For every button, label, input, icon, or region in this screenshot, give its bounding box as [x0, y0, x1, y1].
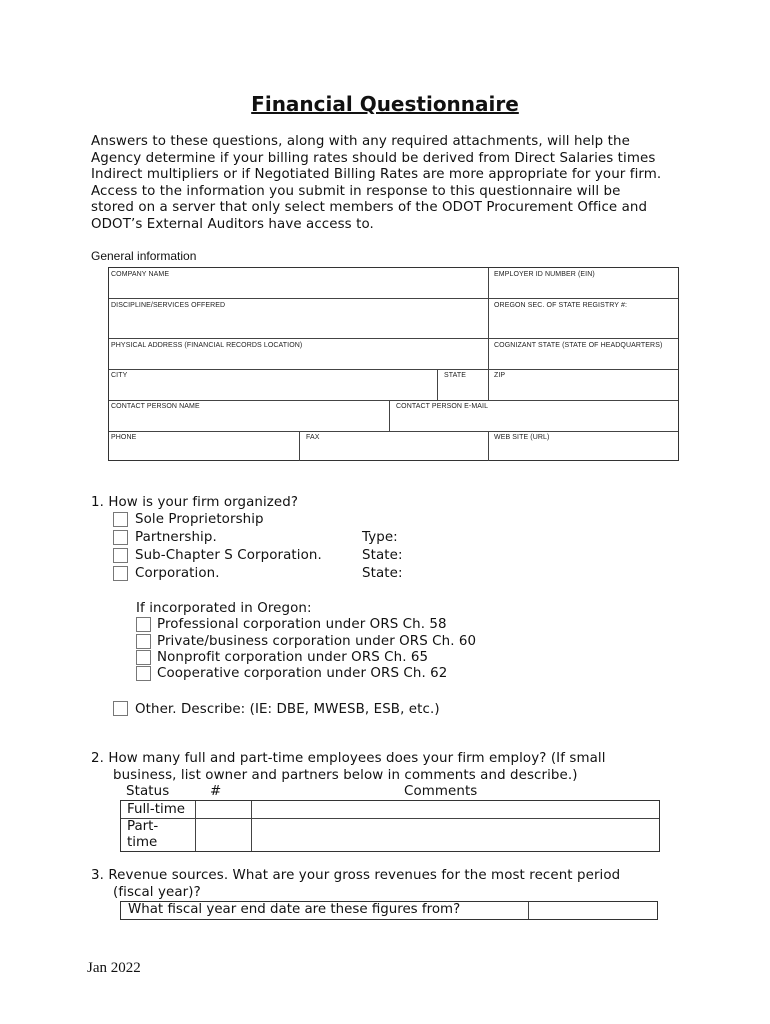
q2-question-cont: business, list owner and partners below in comments and describe.) — [113, 768, 578, 783]
intro-line: Indirect multipliers or if Negotiated Billing Rates are more appropriate for your firm. — [91, 167, 662, 182]
option-label: Sub-Chapter S Corporation. — [135, 548, 322, 563]
discipline-field[interactable]: DISCIPLINE/SERVICES OFFERED — [111, 302, 226, 309]
q1-question: 1. How is your firm organized? — [91, 495, 299, 510]
state-label: State: — [362, 548, 403, 563]
contact-email-field[interactable]: CONTACT PERSON E-MAIL — [396, 403, 489, 410]
nonprofit-corp-checkbox[interactable] — [136, 650, 151, 665]
option-label: Private/business corporation under ORS Ch. 60 — [157, 634, 477, 649]
type-label: Type: — [362, 530, 398, 545]
state-field[interactable]: STATE — [444, 372, 467, 379]
address-field[interactable]: PHYSICAL ADDRESS (FINANCIAL RECORDS LOCATION) — [111, 342, 303, 349]
cognizant-state-field[interactable]: COGNIZANT STATE (STATE OF HEADQUARTERS) — [494, 342, 663, 349]
contact-name-field[interactable]: CONTACT PERSON NAME — [111, 403, 200, 410]
option-label: Other. Describe: (IE: DBE, MWESB, ESB, etc.) — [135, 702, 440, 717]
option-label: Corporation. — [135, 566, 220, 581]
intro-line: Agency determine if your billing rates should be derived from Direct Salaries times — [91, 150, 656, 166]
professional-corp-checkbox[interactable] — [136, 617, 151, 632]
city-field[interactable]: CITY — [111, 372, 128, 379]
ein-field[interactable]: EMPLOYER ID NUMBER (EIN) — [494, 271, 595, 278]
q3-question: 3. Revenue sources. What are your gross revenues for the most recent period — [91, 868, 621, 883]
footer-date: Jan 2022 — [87, 960, 141, 976]
part-time-label: Part- — [127, 819, 159, 834]
full-time-label: Full-time — [127, 802, 185, 817]
option-label: Professional corporation under ORS Ch. 58 — [157, 617, 447, 632]
state-label: State: — [362, 566, 403, 581]
intro-line: ODOT’s External Auditors have access to. — [91, 216, 374, 232]
option-label: Partnership. — [135, 530, 217, 545]
private-corp-checkbox[interactable] — [136, 634, 151, 649]
page-title: Financial Questionnaire — [251, 92, 519, 116]
phone-field[interactable]: PHONE — [111, 434, 137, 441]
comments-header: Comments — [404, 784, 478, 799]
q3-question-cont: (fiscal year)? — [113, 885, 201, 900]
company-name-field[interactable]: COMPANY NAME — [111, 271, 170, 278]
registry-field[interactable]: OREGON SEC. OF STATE REGISTRY #: — [494, 302, 627, 309]
corporation-checkbox[interactable] — [113, 566, 128, 581]
q2-question: 2. How many full and part-time employees does your firm employ? (If small — [91, 751, 606, 766]
fiscal-year-table — [120, 901, 658, 920]
sole-proprietorship-checkbox[interactable] — [113, 512, 128, 527]
oregon-heading: If incorporated in Oregon: — [136, 601, 312, 616]
s-corp-checkbox[interactable] — [113, 548, 128, 563]
part-time-label-cont: time — [127, 835, 158, 850]
zip-field[interactable]: ZIP — [494, 372, 506, 379]
status-header: Status — [126, 784, 170, 799]
website-field[interactable]: WEB SITE (URL) — [494, 434, 550, 441]
option-label: Cooperative corporation under ORS Ch. 62 — [157, 666, 448, 681]
general-info-heading: General information — [91, 249, 197, 263]
cooperative-corp-checkbox[interactable] — [136, 666, 151, 681]
other-checkbox[interactable] — [113, 701, 128, 716]
general-info-table — [108, 267, 679, 461]
intro-paragraph — [91, 134, 691, 233]
count-header: # — [210, 784, 222, 799]
fax-field[interactable]: FAX — [306, 434, 320, 441]
employees-table — [120, 800, 660, 852]
partnership-checkbox[interactable] — [113, 530, 128, 545]
fiscal-year-prompt: What fiscal year end date are these figures from? — [128, 902, 461, 917]
intro-line: stored on a server that only select members of the ODOT Procurement Office and — [91, 200, 648, 215]
option-label: Sole Proprietorship — [135, 512, 264, 527]
option-label: Nonprofit corporation under ORS Ch. 65 — [157, 650, 429, 665]
intro-line: Access to the information you submit in response to this questionnaire will be — [91, 183, 621, 199]
intro-line: Answers to these questions, along with any required attachments, will help the — [91, 134, 630, 149]
